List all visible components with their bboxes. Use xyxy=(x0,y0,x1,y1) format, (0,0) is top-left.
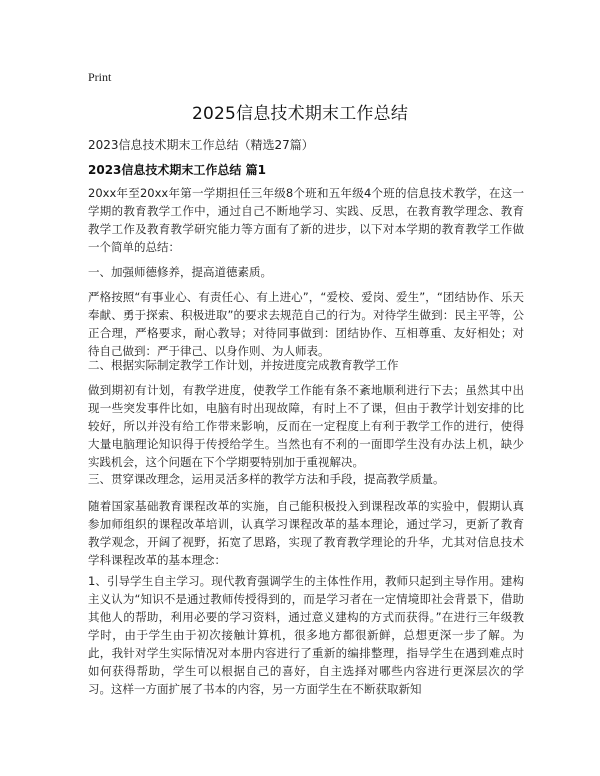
paragraph-2: 做到期初有计划，有教学进度，使教学工作能有条不紊地顺利进行下去；虽然其中出现一些突发事件比如，电脑有时出现故障，有时上不了课，但由于教学计划安排的比较好，所以并没有给工作带来影响，反而在一定程度上有利于教学工作的进行，使得大量电脑理论知识得于传授给学生。当然也有不利的一面即学生没有办法上机，缺少实践机会，这个问题在下个学期要特别加于重视解决。 xyxy=(88,383,524,469)
intro-paragraph: 20xx年至20xx年第一学期担任三年级8个班和五年级4个班的信息技术教学，在这一学期的教育教学工作中，通过自己不断地学习、实践、反思，在教育教学理念、教育教学工作及教育教学研究能力等方面有了新的进步，以下对本学期的教育教学工作做一个简单的总结： xyxy=(88,186,524,254)
document-subtitle: 2023信息技术期末工作总结（精选27篇） xyxy=(88,138,314,152)
print-link[interactable]: Print xyxy=(88,70,112,84)
heading-3: 三、贯穿课改理念，运用灵活多样的教学方法和手段，提高教学质量。 xyxy=(88,472,445,486)
paragraph-1: 严格按照“有事业心、有责任心、有上进心”，“爱校、爱岗、爱生”，“团结协作、乐天奉献、勇于探索、积极进取”的要求去规范自己的行为。对待学生做到：民主平等，公正合理，严格要求，耐心教导；对待同事做到：团结协作、互相尊重、友好相处；对待自己做到：严于律己、以身作则、为人师表。 xyxy=(88,290,524,358)
paragraph-4: 1、引导学生自主学习。现代教育强调学生的主体性作用，教师只起到主导作用。建构主义认为“知识不是通过教师传授得到的，而是学习者在一定情境即社会背景下，借助其他人的帮助，利用必要的学习资料，通过意义建构的方式而获得。”在进行三年级教学时，由于学生由于初次接触计算机，很多地方都很新鲜，总想更深一步了解。为此，我针对学生实际情况对本册内容进行了重新的编排整理，指导学生在遇到难点时如何获得帮助，学生可以根据自己的喜好，自主选择对哪些内容进行更深层次的学习。这样一方面扩展了书本的内容，另一方面学生在不断获取新知 xyxy=(88,574,524,696)
page-title: 2025信息技术期末工作总结 xyxy=(191,104,409,124)
heading-1: 一、加强师德修养，提高道德素质。 xyxy=(88,265,272,279)
heading-2: 二、根据实际制定教学工作计划，并按进度完成教育教学工作 xyxy=(88,358,399,372)
section-heading: 2023信息技术期末工作总结 篇1 xyxy=(88,163,266,177)
paragraph-3: 随着国家基础教育课程改革的实施，自己能积极投入到课程改革的实验中，假期认真参加师组织的课程改革培训，认真学习课程改革的基本理论，通过学习，更新了教育教学观念，开阔了视野，拓宽了思路，实现了教育教学理论的升华，尤其对信息技术学科课程改革的基本理念： xyxy=(88,499,524,567)
